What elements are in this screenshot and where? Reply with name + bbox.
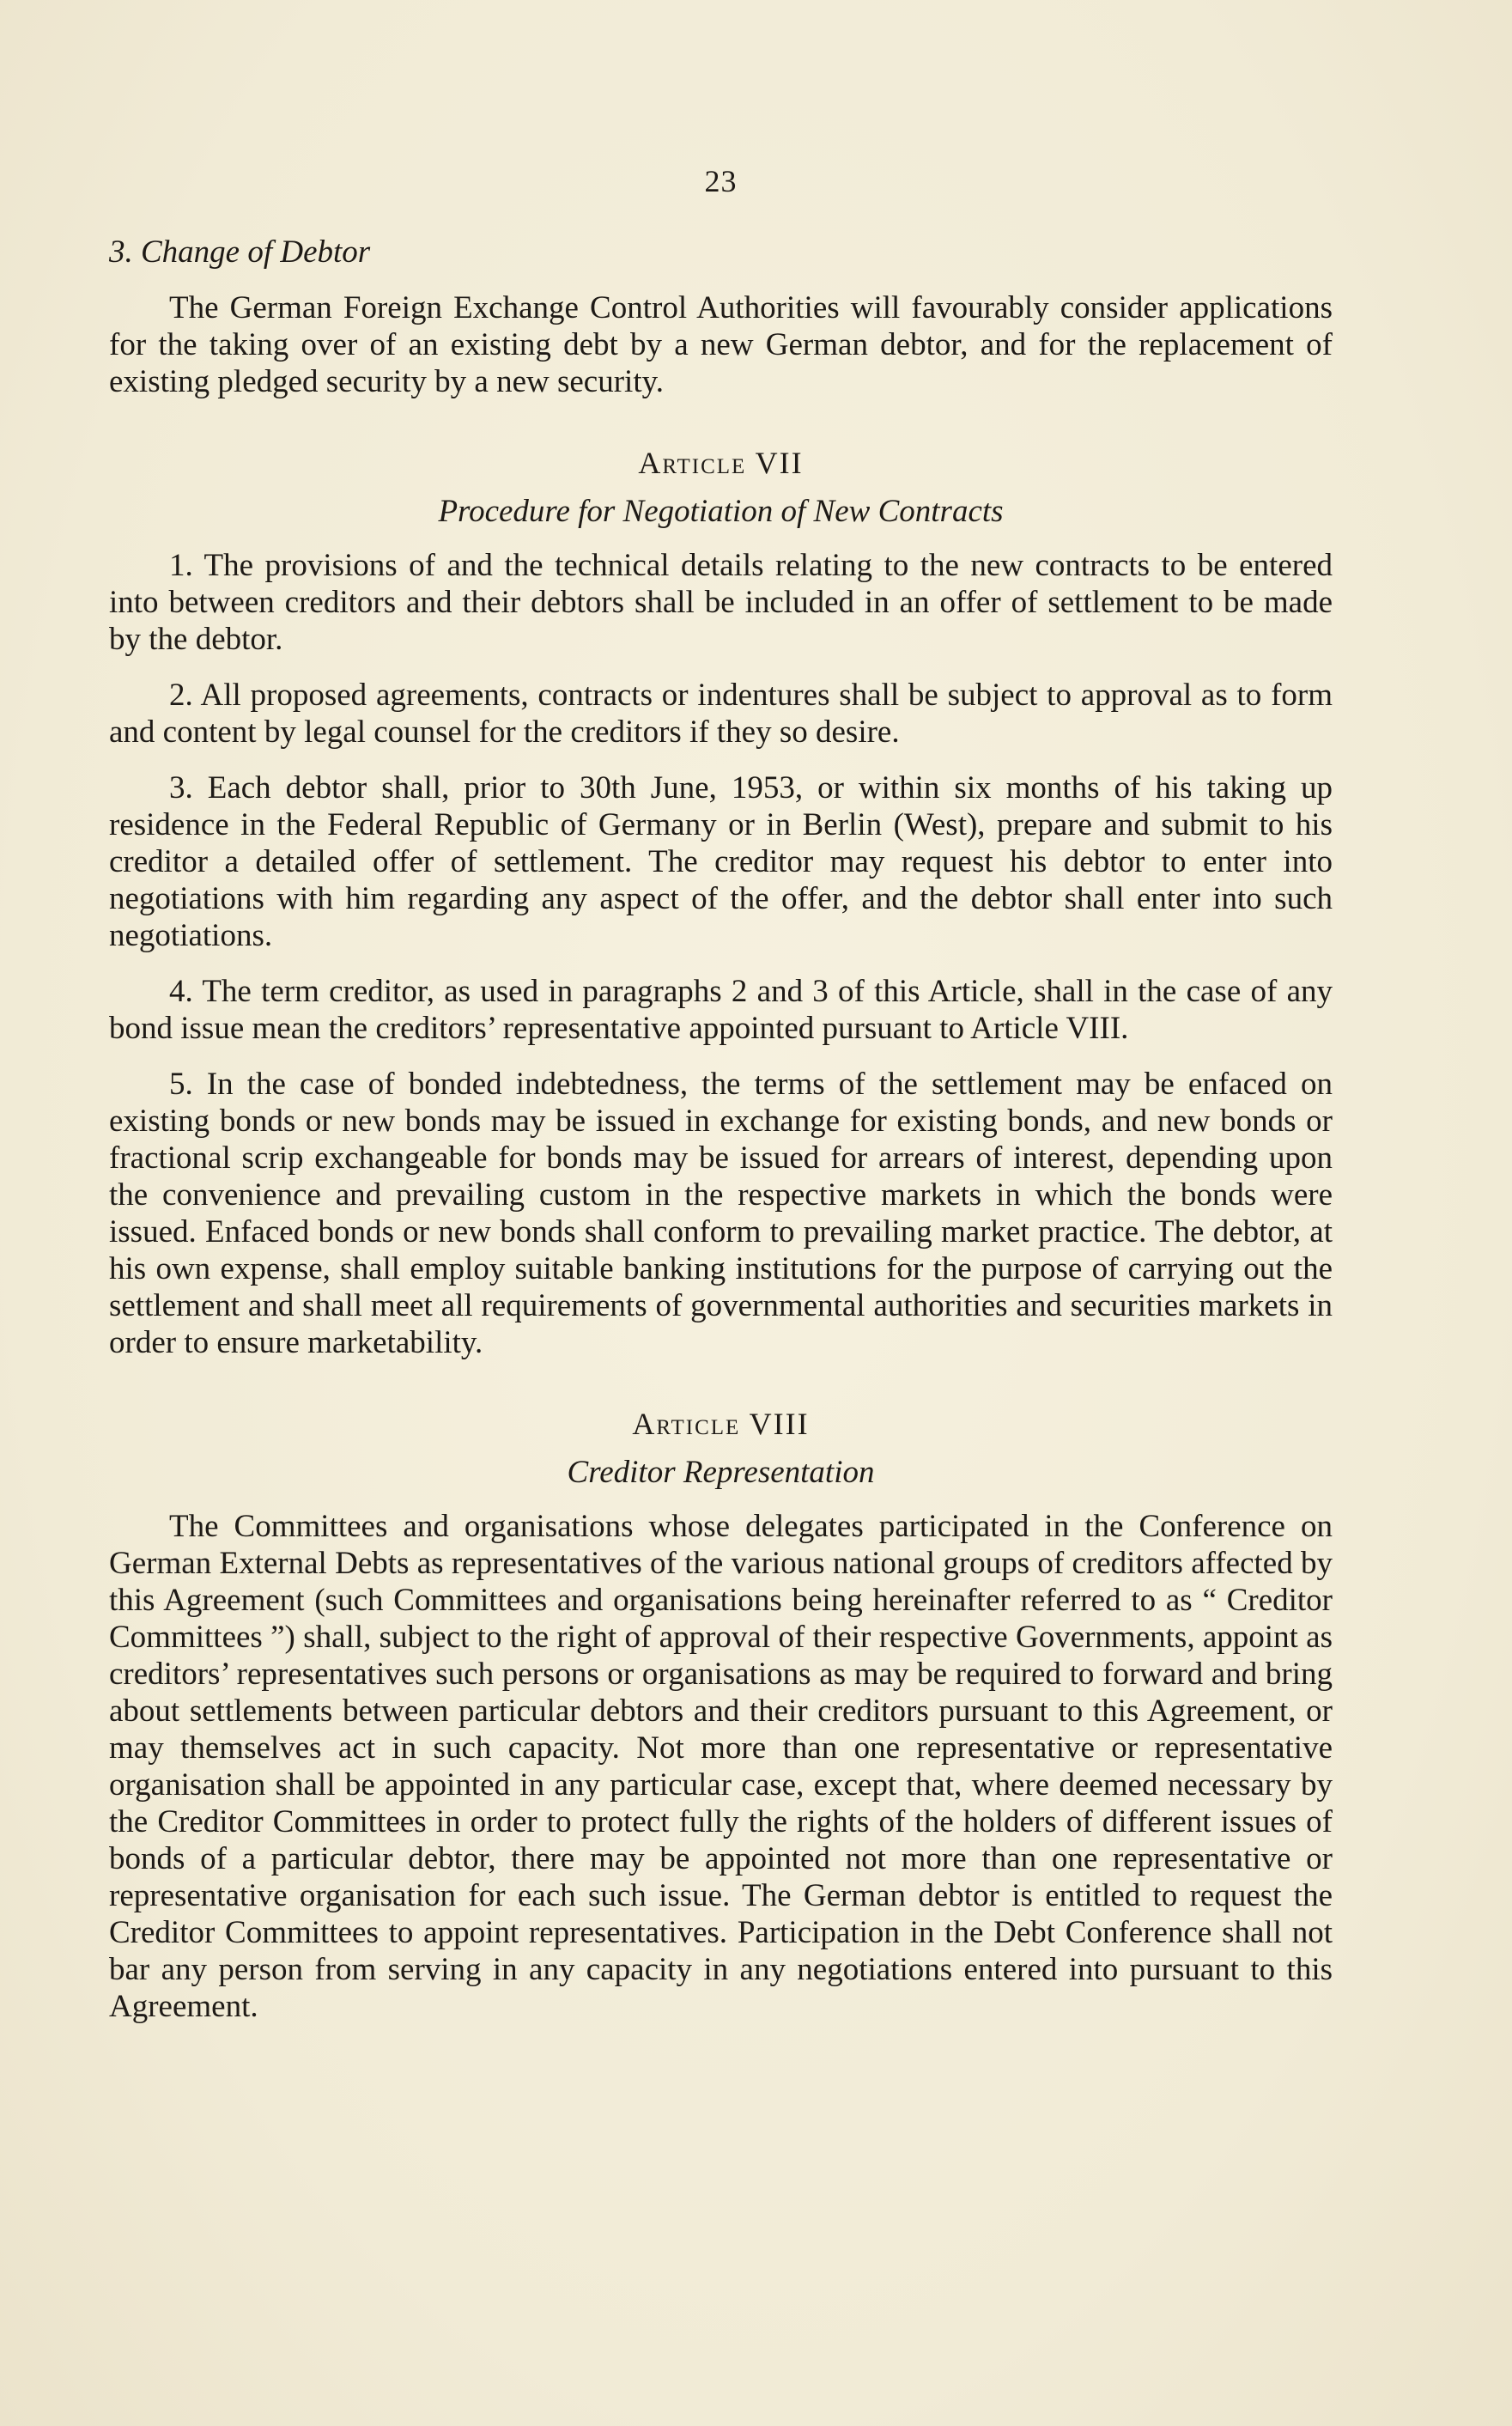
article-vii-paragraph-1: 1. The provisions of and the technical details relating to the new contracts to be entered into between creditors and their debtors shall be included in an offer of settlement to be made by the debtor. [109,548,1333,657]
article-vii-paragraph-2: 2. All proposed agreements, contracts or indentures shall be subject to approval as to form and content by legal counsel for the creditors if they so desire. [109,678,1333,750]
section-heading-change-of-debtor: 3. Change of Debtor [109,234,371,270]
article-viii-title [109,1406,1333,1442]
article-viii-paragraph: The Committees and organisations whose delegates participated in the Conference on German External Debts as representatives of the various national groups of creditors affected by this Agreement (such Committees and organisations being hereinafter referred to as “ Creditor Committees ”) shall, subject to the right of approval of their respective Governments, appoint as creditors’ representatives such persons or organisations as may be required to forward and bring about settlements between particular debtors and their creditors pursuant to this Agreement, or may themselves act in such capacity. Not more than one representative or representative organisation shall be appointed in any particular case, except that, where deemed necessary by the Creditor Committees in order to protect fully the rights of the holders of different issues of bonds of a particular debtor, there may be appointed not more than one representative or representative organisation for each such issue. The German debtor is entitled to request the Creditor Committees to appoint representatives. Participation in the Debt Conference shall not bar any person from serving in any capacity in any negotiations entered into pursuant to this Agreement. [109,1509,1333,2024]
article-viii-subtitle: Creditor Representation [567,1455,875,1490]
article-viii [109,1406,1333,2025]
page-number: 23 [704,164,738,198]
article-vii-paragraph-4: 4. The term creditor, as used in paragraphs 2 and 3 of this Article, shall in the case of any bond issue mean the creditors’ representative appointed pursuant to Article VIII. [109,974,1333,1046]
article-vii-title-text: Article VII [638,446,804,480]
article-vii-paragraph-5: 5. In the case of bonded indebtedness, the terms of the settlement may be enfaced on existing bonds or new bonds may be issued in exchange for existing bonds, and new bonds or fractional scrip exchangeable for bonds may be issued for arrears of interest, depending upon the convenience and prevailing custom in the respective markets in which the bonds were issued. Enfaced bonds or new bonds shall conform to prevailing market practice. The debtor, at his own expense, shall employ suitable banking institutions for the purpose of carrying out the settlement and shall meet all requirements of governmental authorities and securities markets in order to ensure marketability. [109,1067,1333,1360]
article-viii-title-text: Article VIII [632,1407,810,1441]
article-vii-paragraph-3: 3. Each debtor shall, prior to 30th June, 1953, or within six months of his taking up residence in the Federal Republic of Germany or in Berlin (West), prepare and submit to his creditor a detailed offer of settlement. The creditor may request his debtor to enter into negotiations with him regarding any aspect of the offer, and the debtor shall enter into such negotiations. [109,770,1333,953]
section-paragraph-change-of-debtor: The German Foreign Exchange Control Authorities will favourably consider applications for the taking over of an existing debt by a new German debtor, and for the replacement of existing pledged security by a new security. [109,290,1333,399]
page-content [109,163,1333,2025]
article-vii-subtitle: Procedure for Negotiation of New Contracts [438,494,1004,529]
article-vii-title [109,445,1333,481]
article-vii [109,445,1333,1361]
